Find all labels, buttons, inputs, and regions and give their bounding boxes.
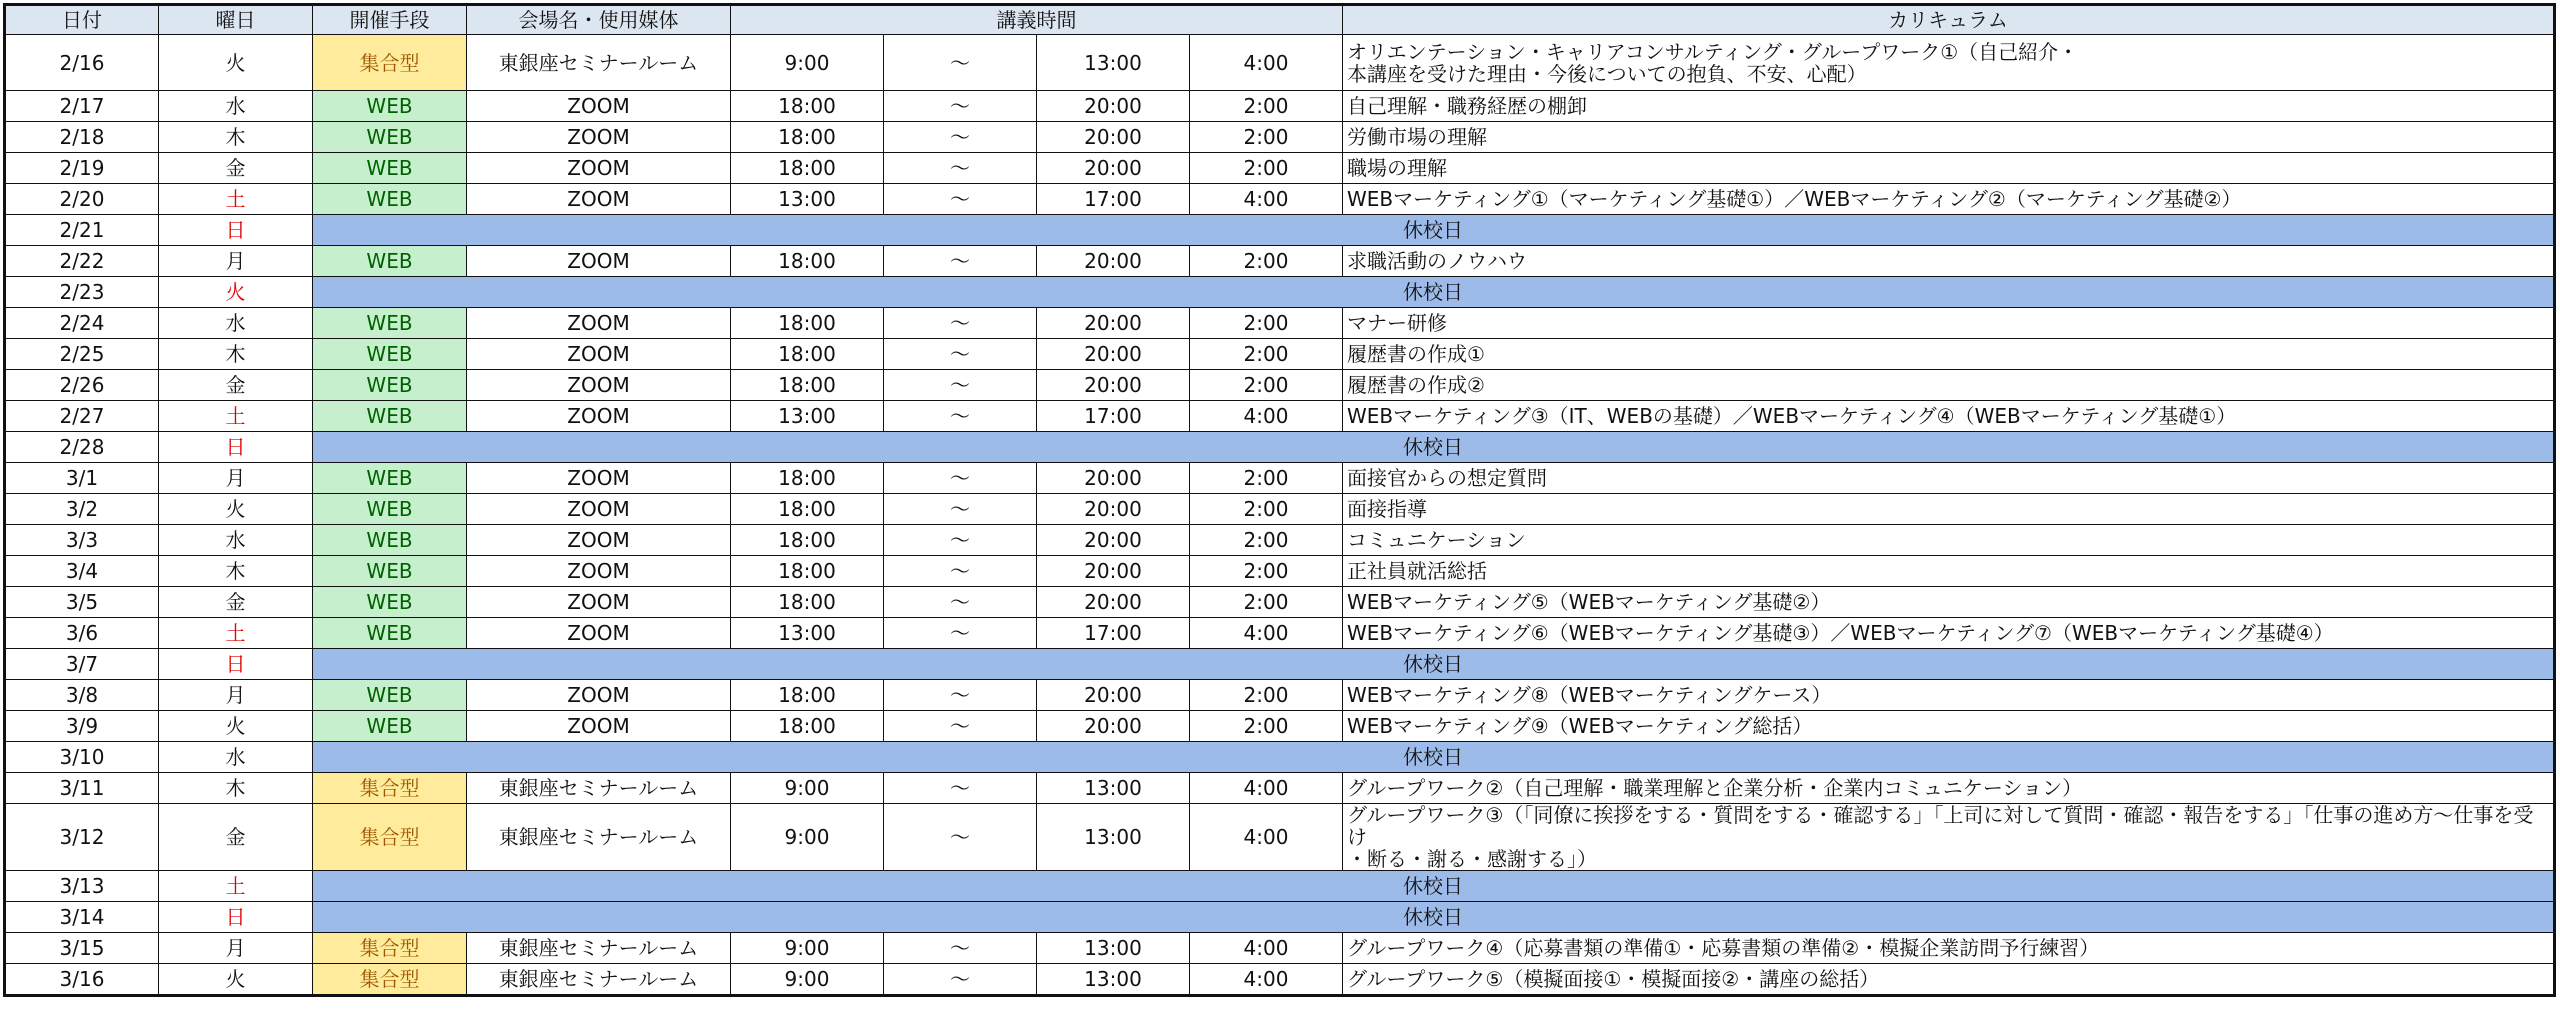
venue-cell[interactable]: ZOOM	[467, 463, 731, 494]
curriculum-cell[interactable]: 正社員就活総括	[1343, 556, 2555, 587]
time-separator[interactable]: ～	[884, 91, 1037, 122]
curriculum-cell[interactable]: 自己理解・職務経歴の棚卸	[1343, 91, 2555, 122]
venue-cell[interactable]: ZOOM	[467, 680, 731, 711]
table-row	[5, 773, 2555, 804]
method-badge[interactable]: WEB	[313, 339, 467, 370]
date-cell[interactable]: 3/4	[5, 556, 159, 587]
method-badge[interactable]: WEB	[313, 556, 467, 587]
date-cell[interactable]: 3/11	[5, 773, 159, 804]
table-row	[5, 618, 2555, 649]
start-time-cell[interactable]: 18:00	[731, 246, 884, 277]
time-separator[interactable]: ～	[884, 153, 1037, 184]
curriculum-cell[interactable]: 労働市場の理解	[1343, 122, 2555, 153]
header-method[interactable]: 開催手段	[313, 5, 467, 35]
table-row	[5, 401, 2555, 432]
weekday-cell[interactable]: 月	[159, 246, 313, 277]
method-badge[interactable]: 集合型	[313, 804, 467, 871]
venue-cell[interactable]: ZOOM	[467, 153, 731, 184]
weekday-cell[interactable]: 火	[159, 711, 313, 742]
date-cell[interactable]: 3/3	[5, 525, 159, 556]
curriculum-cell[interactable]: グループワーク③（「同僚に挨拶をする・質問をする・確認する」「上司に対して質問・確認・報告をする」「仕事の進め方～仕事を受け ・断る・謝る・感謝する」）	[1343, 804, 2555, 871]
method-badge[interactable]: WEB	[313, 184, 467, 215]
header-lecture-time[interactable]: 講義時間	[731, 5, 1343, 35]
duration-cell[interactable]: 4:00	[1190, 773, 1343, 804]
schedule-table	[3, 3, 2556, 997]
date-cell[interactable]: 2/25	[5, 339, 159, 370]
time-separator[interactable]: ～	[884, 587, 1037, 618]
time-separator[interactable]: ～	[884, 370, 1037, 401]
start-time-cell[interactable]: 18:00	[731, 494, 884, 525]
end-time-cell[interactable]: 20:00	[1037, 308, 1190, 339]
curriculum-cell[interactable]: 履歴書の作成②	[1343, 370, 2555, 401]
duration-cell[interactable]: 2:00	[1190, 680, 1343, 711]
duration-cell[interactable]: 2:00	[1190, 339, 1343, 370]
time-separator[interactable]: ～	[884, 773, 1037, 804]
table-row	[5, 370, 2555, 401]
method-badge[interactable]: WEB	[313, 308, 467, 339]
time-separator[interactable]: ～	[884, 308, 1037, 339]
curriculum-cell[interactable]: 面接官からの想定質問	[1343, 463, 2555, 494]
method-badge[interactable]: WEB	[313, 370, 467, 401]
method-badge[interactable]: WEB	[313, 587, 467, 618]
date-cell[interactable]: 3/9	[5, 711, 159, 742]
header-date[interactable]: 日付	[5, 5, 159, 35]
table-row	[5, 804, 2555, 871]
date-cell[interactable]: 2/27	[5, 401, 159, 432]
end-time-cell[interactable]: 20:00	[1037, 556, 1190, 587]
start-time-cell[interactable]: 18:00	[731, 339, 884, 370]
weekday-cell[interactable]: 木	[159, 339, 313, 370]
venue-cell[interactable]: ZOOM	[467, 370, 731, 401]
duration-cell[interactable]: 2:00	[1190, 587, 1343, 618]
header-venue[interactable]: 会場名・使用媒体	[467, 5, 731, 35]
curriculum-cell[interactable]: WEBマーケティング⑥（WEBマーケティング基礎③）／WEBマーケティング⑦（WEBマーケティング基礎④）	[1343, 618, 2555, 649]
duration-cell[interactable]: 4:00	[1190, 933, 1343, 964]
method-badge[interactable]: WEB	[313, 618, 467, 649]
time-separator[interactable]: ～	[884, 184, 1037, 215]
date-cell[interactable]: 3/13	[5, 871, 159, 902]
curriculum-cell[interactable]: 履歴書の作成①	[1343, 339, 2555, 370]
curriculum-cell[interactable]: 職場の理解	[1343, 153, 2555, 184]
method-badge[interactable]: WEB	[313, 91, 467, 122]
duration-cell[interactable]: 2:00	[1190, 370, 1343, 401]
venue-cell[interactable]: ZOOM	[467, 339, 731, 370]
weekday-cell[interactable]: 土	[159, 184, 313, 215]
curriculum-cell[interactable]: グループワーク④（応募書類の準備①・応募書類の準備②・模擬企業訪問予行練習）	[1343, 933, 2555, 964]
date-cell[interactable]: 2/28	[5, 432, 159, 463]
method-badge[interactable]: WEB	[313, 153, 467, 184]
header-weekday[interactable]: 曜日	[159, 5, 313, 35]
date-cell[interactable]: 3/14	[5, 902, 159, 933]
weekday-cell[interactable]: 月	[159, 680, 313, 711]
weekday-cell[interactable]: 水	[159, 742, 313, 773]
date-cell[interactable]: 3/10	[5, 742, 159, 773]
weekday-cell[interactable]: 火	[159, 35, 313, 91]
weekday-cell[interactable]: 土	[159, 618, 313, 649]
date-cell[interactable]: 2/19	[5, 153, 159, 184]
table-row	[5, 525, 2555, 556]
date-cell[interactable]: 3/5	[5, 587, 159, 618]
venue-cell[interactable]: 東銀座セミナールーム	[467, 773, 731, 804]
end-time-cell[interactable]: 20:00	[1037, 711, 1190, 742]
duration-cell[interactable]: 4:00	[1190, 401, 1343, 432]
weekday-cell[interactable]: 日	[159, 649, 313, 680]
end-time-cell[interactable]: 20:00	[1037, 525, 1190, 556]
time-separator[interactable]: ～	[884, 494, 1037, 525]
time-separator[interactable]: ～	[884, 525, 1037, 556]
holiday-row	[5, 649, 2555, 680]
duration-cell[interactable]: 4:00	[1190, 804, 1343, 871]
table-row	[5, 964, 2555, 996]
date-cell[interactable]: 2/22	[5, 246, 159, 277]
table-row	[5, 308, 2555, 339]
table-row	[5, 680, 2555, 711]
end-time-cell[interactable]: 13:00	[1037, 35, 1190, 91]
weekday-cell[interactable]: 火	[159, 964, 313, 996]
start-time-cell[interactable]: 18:00	[731, 556, 884, 587]
curriculum-cell[interactable]: WEBマーケティング⑤（WEBマーケティング基礎②）	[1343, 587, 2555, 618]
curriculum-cell[interactable]: オリエンテーション・キャリアコンサルティング・グループワーク①（自己紹介・ 本講座を受けた理由・今後についての抱負、不安、心配）	[1343, 35, 2555, 91]
curriculum-cell[interactable]: コミュニケーション	[1343, 525, 2555, 556]
venue-cell[interactable]: ZOOM	[467, 711, 731, 742]
date-cell[interactable]: 3/8	[5, 680, 159, 711]
start-time-cell[interactable]: 9:00	[731, 933, 884, 964]
table-row	[5, 463, 2555, 494]
end-time-cell[interactable]: 20:00	[1037, 122, 1190, 153]
holiday-label[interactable]: 休校日	[313, 432, 2555, 463]
table-row	[5, 153, 2555, 184]
date-cell[interactable]: 2/20	[5, 184, 159, 215]
method-badge[interactable]: WEB	[313, 246, 467, 277]
end-time-cell[interactable]: 13:00	[1037, 964, 1190, 996]
weekday-cell[interactable]: 月	[159, 933, 313, 964]
method-badge[interactable]: 集合型	[313, 933, 467, 964]
holiday-row	[5, 215, 2555, 246]
start-time-cell[interactable]: 13:00	[731, 401, 884, 432]
duration-cell[interactable]: 2:00	[1190, 91, 1343, 122]
method-badge[interactable]: WEB	[313, 494, 467, 525]
method-badge[interactable]: WEB	[313, 525, 467, 556]
date-cell[interactable]: 3/15	[5, 933, 159, 964]
time-separator[interactable]: ～	[884, 556, 1037, 587]
table-row	[5, 246, 2555, 277]
holiday-label[interactable]: 休校日	[313, 649, 2555, 680]
schedule-body	[5, 35, 2555, 996]
table-row	[5, 339, 2555, 370]
method-badge[interactable]: 集合型	[313, 35, 467, 91]
venue-cell[interactable]: ZOOM	[467, 556, 731, 587]
method-badge[interactable]: WEB	[313, 122, 467, 153]
time-separator[interactable]: ～	[884, 711, 1037, 742]
duration-cell[interactable]: 4:00	[1190, 964, 1343, 996]
table-row	[5, 184, 2555, 215]
curriculum-cell[interactable]: WEBマーケティング⑧（WEBマーケティングケース）	[1343, 680, 2555, 711]
holiday-row	[5, 277, 2555, 308]
venue-cell[interactable]: ZOOM	[467, 246, 731, 277]
method-badge[interactable]: 集合型	[313, 964, 467, 996]
end-time-cell[interactable]: 17:00	[1037, 618, 1190, 649]
weekday-cell[interactable]: 木	[159, 556, 313, 587]
table-row	[5, 711, 2555, 742]
time-separator[interactable]: ～	[884, 964, 1037, 996]
weekday-cell[interactable]: 金	[159, 804, 313, 871]
curriculum-cell[interactable]: グループワーク②（自己理解・職業理解と企業分析・企業内コミュニケーション）	[1343, 773, 2555, 804]
table-row	[5, 494, 2555, 525]
weekday-cell[interactable]: 火	[159, 494, 313, 525]
time-separator[interactable]: ～	[884, 401, 1037, 432]
date-cell[interactable]: 3/7	[5, 649, 159, 680]
venue-cell[interactable]: 東銀座セミナールーム	[467, 964, 731, 996]
holiday-label[interactable]: 休校日	[313, 277, 2555, 308]
venue-cell[interactable]: ZOOM	[467, 525, 731, 556]
end-time-cell[interactable]: 20:00	[1037, 494, 1190, 525]
venue-cell[interactable]: ZOOM	[467, 401, 731, 432]
venue-cell[interactable]: ZOOM	[467, 494, 731, 525]
start-time-cell[interactable]: 9:00	[731, 35, 884, 91]
holiday-label[interactable]: 休校日	[313, 902, 2555, 933]
curriculum-cell[interactable]: 面接指導	[1343, 494, 2555, 525]
duration-cell[interactable]: 2:00	[1190, 122, 1343, 153]
end-time-cell[interactable]: 20:00	[1037, 339, 1190, 370]
weekday-cell[interactable]: 日	[159, 215, 313, 246]
duration-cell[interactable]: 2:00	[1190, 525, 1343, 556]
duration-cell[interactable]: 2:00	[1190, 308, 1343, 339]
start-time-cell[interactable]: 18:00	[731, 370, 884, 401]
method-badge[interactable]: WEB	[313, 401, 467, 432]
end-time-cell[interactable]: 20:00	[1037, 370, 1190, 401]
venue-cell[interactable]: ZOOM	[467, 308, 731, 339]
date-cell[interactable]: 2/21	[5, 215, 159, 246]
time-separator[interactable]: ～	[884, 122, 1037, 153]
start-time-cell[interactable]: 18:00	[731, 587, 884, 618]
venue-cell[interactable]: 東銀座セミナールーム	[467, 933, 731, 964]
venue-cell[interactable]: ZOOM	[467, 587, 731, 618]
schedule-sheet	[3, 3, 2556, 997]
end-time-cell[interactable]: 20:00	[1037, 587, 1190, 618]
start-time-cell[interactable]: 18:00	[731, 711, 884, 742]
date-cell[interactable]: 3/2	[5, 494, 159, 525]
curriculum-cell[interactable]: マナー研修	[1343, 308, 2555, 339]
time-separator[interactable]: ～	[884, 680, 1037, 711]
date-cell[interactable]: 2/26	[5, 370, 159, 401]
time-separator[interactable]: ～	[884, 804, 1037, 871]
method-badge[interactable]: WEB	[313, 463, 467, 494]
curriculum-cell[interactable]: WEBマーケティング①（マーケティング基礎①）／WEBマーケティング②（マーケティング基礎②）	[1343, 184, 2555, 215]
venue-cell[interactable]: ZOOM	[467, 122, 731, 153]
start-time-cell[interactable]: 9:00	[731, 804, 884, 871]
duration-cell[interactable]: 2:00	[1190, 246, 1343, 277]
date-cell[interactable]: 3/1	[5, 463, 159, 494]
start-time-cell[interactable]: 9:00	[731, 773, 884, 804]
venue-cell[interactable]: 東銀座セミナールーム	[467, 804, 731, 871]
method-badge[interactable]: 集合型	[313, 773, 467, 804]
duration-cell[interactable]: 2:00	[1190, 556, 1343, 587]
start-time-cell[interactable]: 13:00	[731, 618, 884, 649]
start-time-cell[interactable]: 18:00	[731, 122, 884, 153]
duration-cell[interactable]: 2:00	[1190, 711, 1343, 742]
duration-cell[interactable]: 2:00	[1190, 153, 1343, 184]
end-time-cell[interactable]: 20:00	[1037, 463, 1190, 494]
weekday-cell[interactable]: 水	[159, 91, 313, 122]
start-time-cell[interactable]: 18:00	[731, 153, 884, 184]
table-row	[5, 933, 2555, 964]
start-time-cell[interactable]: 18:00	[731, 308, 884, 339]
end-time-cell[interactable]: 20:00	[1037, 153, 1190, 184]
header-curriculum[interactable]: カリキュラム	[1343, 5, 2555, 35]
end-time-cell[interactable]: 17:00	[1037, 401, 1190, 432]
end-time-cell[interactable]: 13:00	[1037, 773, 1190, 804]
start-time-cell[interactable]: 18:00	[731, 463, 884, 494]
table-row	[5, 556, 2555, 587]
weekday-cell[interactable]: 金	[159, 370, 313, 401]
time-separator[interactable]: ～	[884, 933, 1037, 964]
table-row	[5, 122, 2555, 153]
time-separator[interactable]: ～	[884, 618, 1037, 649]
end-time-cell[interactable]: 13:00	[1037, 804, 1190, 871]
duration-cell[interactable]: 4:00	[1190, 184, 1343, 215]
holiday-row	[5, 902, 2555, 933]
weekday-cell[interactable]: 土	[159, 401, 313, 432]
holiday-label[interactable]: 休校日	[313, 742, 2555, 773]
date-cell[interactable]: 2/18	[5, 122, 159, 153]
start-time-cell[interactable]: 18:00	[731, 525, 884, 556]
holiday-label[interactable]: 休校日	[313, 871, 2555, 902]
holiday-row	[5, 871, 2555, 902]
weekday-cell[interactable]: 木	[159, 122, 313, 153]
weekday-cell[interactable]: 日	[159, 902, 313, 933]
time-separator[interactable]: ～	[884, 35, 1037, 91]
weekday-cell[interactable]: 水	[159, 308, 313, 339]
time-separator[interactable]: ～	[884, 463, 1037, 494]
duration-cell[interactable]: 4:00	[1190, 35, 1343, 91]
weekday-cell[interactable]: 木	[159, 773, 313, 804]
venue-cell[interactable]: ZOOM	[467, 618, 731, 649]
weekday-cell[interactable]: 土	[159, 871, 313, 902]
start-time-cell[interactable]: 18:00	[731, 91, 884, 122]
weekday-cell[interactable]: 火	[159, 277, 313, 308]
method-badge[interactable]: WEB	[313, 711, 467, 742]
time-separator[interactable]: ～	[884, 339, 1037, 370]
venue-cell[interactable]: 東銀座セミナールーム	[467, 35, 731, 91]
end-time-cell[interactable]: 17:00	[1037, 184, 1190, 215]
date-cell[interactable]: 2/23	[5, 277, 159, 308]
weekday-cell[interactable]: 金	[159, 153, 313, 184]
header-row	[5, 5, 2555, 35]
date-cell[interactable]: 3/16	[5, 964, 159, 996]
end-time-cell[interactable]: 20:00	[1037, 246, 1190, 277]
end-time-cell[interactable]: 20:00	[1037, 680, 1190, 711]
weekday-cell[interactable]: 月	[159, 463, 313, 494]
date-cell[interactable]: 2/17	[5, 91, 159, 122]
date-cell[interactable]: 2/16	[5, 35, 159, 91]
start-time-cell[interactable]: 13:00	[731, 184, 884, 215]
table-row	[5, 91, 2555, 122]
curriculum-cell[interactable]: WEBマーケティング③（IT、WEBの基礎）／WEBマーケティング④（WEBマーケティング基礎①）	[1343, 401, 2555, 432]
curriculum-cell[interactable]: グループワーク⑤（模擬面接①・模擬面接②・講座の総括）	[1343, 964, 2555, 996]
table-row	[5, 587, 2555, 618]
curriculum-cell[interactable]: WEBマーケティング⑨（WEBマーケティング総括）	[1343, 711, 2555, 742]
weekday-cell[interactable]: 金	[159, 587, 313, 618]
holiday-label[interactable]: 休校日	[313, 215, 2555, 246]
date-cell[interactable]: 3/12	[5, 804, 159, 871]
venue-cell[interactable]: ZOOM	[467, 91, 731, 122]
curriculum-cell[interactable]: 求職活動のノウハウ	[1343, 246, 2555, 277]
start-time-cell[interactable]: 9:00	[731, 964, 884, 996]
start-time-cell[interactable]: 18:00	[731, 680, 884, 711]
end-time-cell[interactable]: 13:00	[1037, 933, 1190, 964]
date-cell[interactable]: 3/6	[5, 618, 159, 649]
end-time-cell[interactable]: 20:00	[1037, 91, 1190, 122]
time-separator[interactable]: ～	[884, 246, 1037, 277]
holiday-row	[5, 742, 2555, 773]
table-row	[5, 35, 2555, 91]
method-badge[interactable]: WEB	[313, 680, 467, 711]
duration-cell[interactable]: 2:00	[1190, 494, 1343, 525]
weekday-cell[interactable]: 日	[159, 432, 313, 463]
duration-cell[interactable]: 2:00	[1190, 463, 1343, 494]
venue-cell[interactable]: ZOOM	[467, 184, 731, 215]
weekday-cell[interactable]: 水	[159, 525, 313, 556]
duration-cell[interactable]: 4:00	[1190, 618, 1343, 649]
holiday-row	[5, 432, 2555, 463]
date-cell[interactable]: 2/24	[5, 308, 159, 339]
